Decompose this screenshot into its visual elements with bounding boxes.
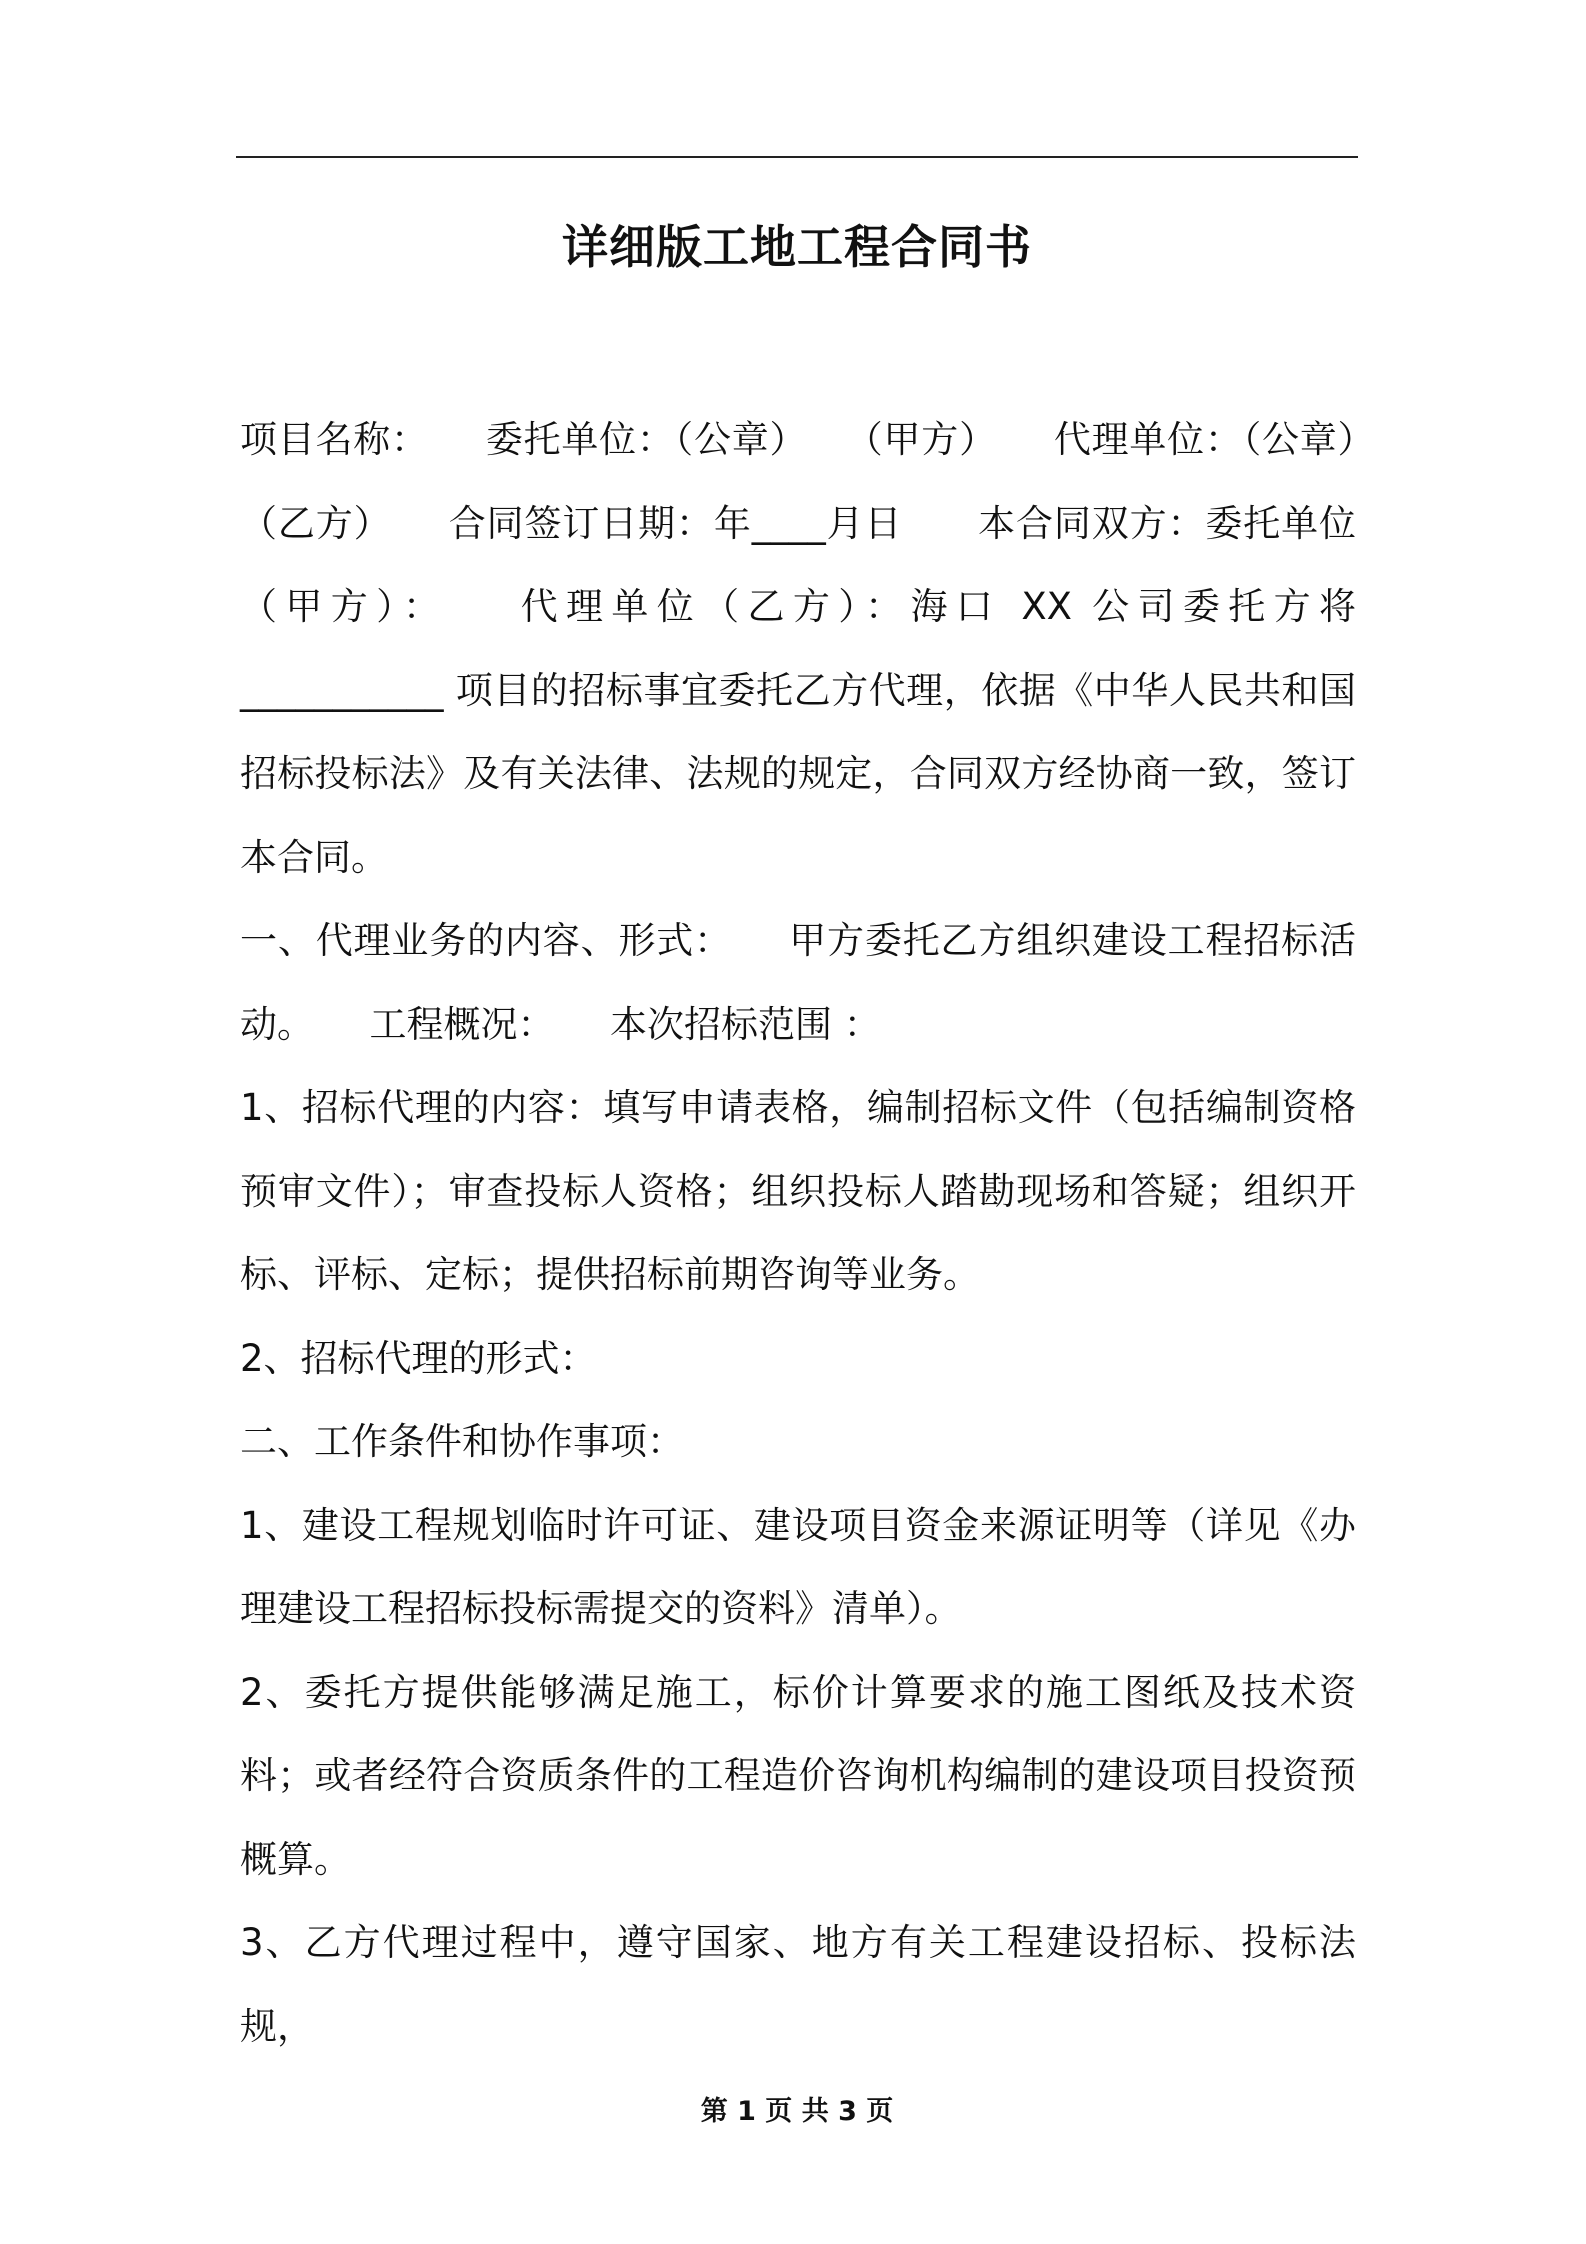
page-footer: 第 1 页 共 3 页	[700, 2096, 894, 2127]
paragraph-section-2: 二、工作条件和协作事项：	[240, 1420, 684, 1463]
document-body	[240, 398, 1430, 2068]
paragraph-section-1-item-2: 2、招标代理的形式：	[240, 1336, 597, 1380]
paragraph-section-2-item-3: 3、乙方代理过程中，遵守国家、地方有关工程建设招标、投标法规，	[240, 1921, 1356, 2048]
paragraph-section-1: 一、代理业务的内容、形式： 甲方委托乙方组织建设工程招标活动。 工程概况： 本次招标范围 ：	[240, 919, 1356, 1046]
paragraph-section-1-item-1: 1、招标代理的内容：填写申请表格，编制招标文件（包括编制资格预审文件）；审查投标人资格；组织投标人踏勘现场和答疑；组织开标、评标、定标；提供招标前期咨询等业务。	[240, 1086, 1356, 1296]
document-title: 详细版工地工程合同书	[562, 220, 1032, 274]
header-rule	[236, 156, 1358, 158]
paragraph-section-2-item-1: 1、建设工程规划临时许可证、建设项目资金来源证明等（详见《办理建设工程招标投标需提交的资料》清单）。	[240, 1503, 1356, 1630]
paragraph-section-2-item-2: 2、委托方提供能够满足施工，标价计算要求的施工图纸及技术资料；或者经符合资质条件的工程造价咨询机构编制的建设项目投资预概算。	[240, 1670, 1356, 1881]
paragraph-intro: 项目名称： 委托单位：（公章） （甲方） 代理单位：（公章） （乙方） 合同签订日期：年____月日 本合同双方：委托单位（甲方）： 代理单位（乙方）：海口 XX 公司委托方将 ___________ 项目的招标事宜委托乙方代理，依据《中华人民共和国招标投标法》及有关法律、法规的规定，合同双方经协商一致，签订本合同。	[240, 418, 1430, 879]
